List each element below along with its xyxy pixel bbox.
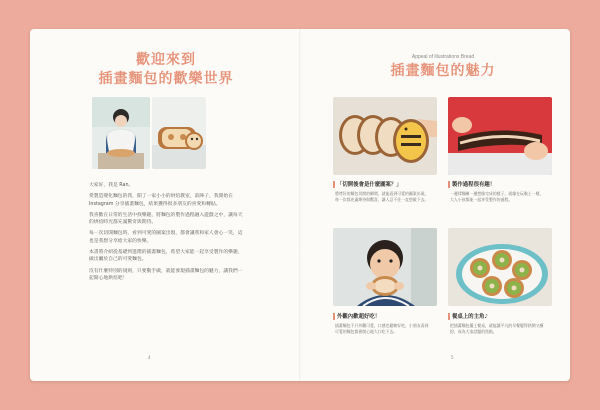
left-paragraph: 沒有什麼特別的規則，只要動手做，就能發現插畫麵包的魅力，讓我們一起開心地烘焙吧！ — [89, 268, 243, 281]
left-paragraph: 每一次切開麵包時，看到可愛的圖案出現，都會讓我和家人會心一笑，這也是我想分享給大家的快樂。 — [89, 231, 243, 244]
page-number-right: 5 — [451, 355, 454, 360]
bee-bread-photo — [333, 97, 437, 175]
heading-accent-bar — [448, 181, 450, 188]
feature-text: 把插畫麵包擺上餐桌，就能讓平凡的早餐變得熱鬧又繽紛，成為大家話題的焦點。 — [450, 323, 544, 334]
page-number-left: 4 — [148, 355, 151, 360]
heading-accent-bar — [333, 181, 335, 188]
right-subtitle: Appeal of illustrations Bread — [411, 54, 475, 60]
feature-heading — [333, 312, 380, 320]
left-paragraph: 大家好，我是 Ran。 — [89, 183, 134, 188]
matcha-rolls-photo — [448, 228, 552, 306]
feature-heading-text: 「切開後會是什麼圖案？」 — [337, 182, 402, 188]
left-paragraph: 愛製造變化麵包的我，開了一家小小的烘焙教室，前陣子，我開始在 Instagram 分享插畫麵包，結果獲得很多朋友的喜愛和轉貼。 — [89, 194, 233, 207]
feature-heading — [333, 180, 402, 188]
left-paragraph: 本書將介紹從基礎到進階的插畫麵包，希望大家能一起享受製作的樂趣，做出屬於自己的可愛麵包。 — [89, 250, 243, 263]
feature-text: 將烤好的麵包切開的瞬間，就能看到可愛的圖案出現，每一次都充滿期待與驚喜，讓人忍不住一直想做下去。 — [335, 191, 429, 202]
feature-text: 插畫麵包不只外觀可愛，口感也鬆軟好吃，小朋友看到可愛的麵包都會開心地大口吃下去。 — [335, 323, 429, 334]
book-spine — [299, 29, 301, 381]
dough-rolling-photo — [448, 97, 552, 175]
feature-heading-text: 外觀內歡超好吃！ — [337, 314, 381, 320]
right-page-title: 插畫麵包的魅力 — [390, 63, 496, 79]
left-paragraph: 我喜歡在日常的生活中找樂趣，將麵包的製作過程融入遊戲之中，讓每天的烘焙時光都充滿驚奇與期待。 — [89, 212, 243, 226]
left-title-line1: 歡迎來到 — [136, 52, 196, 68]
feature-heading-text: 餐桌上的主角♪ — [452, 314, 488, 320]
feature-heading — [448, 312, 488, 320]
bread-loaf-photo — [152, 97, 206, 169]
feature-text: 一邊揉麵團一邊想像完成的樣子，就像在玩黏土一樣，大人小孩都能一起享受製作的過程。 — [450, 191, 544, 202]
left-page-title — [86, 51, 246, 89]
feature-heading-text: 製作過程很有趣！ — [452, 182, 496, 188]
heading-accent-bar — [333, 313, 335, 320]
heading-accent-bar — [448, 313, 450, 320]
left-title-line2: 插畫麵包的歡樂世界 — [98, 71, 234, 87]
author-photo — [92, 97, 150, 169]
feature-heading — [448, 180, 495, 188]
child-eating-photo — [333, 228, 437, 306]
